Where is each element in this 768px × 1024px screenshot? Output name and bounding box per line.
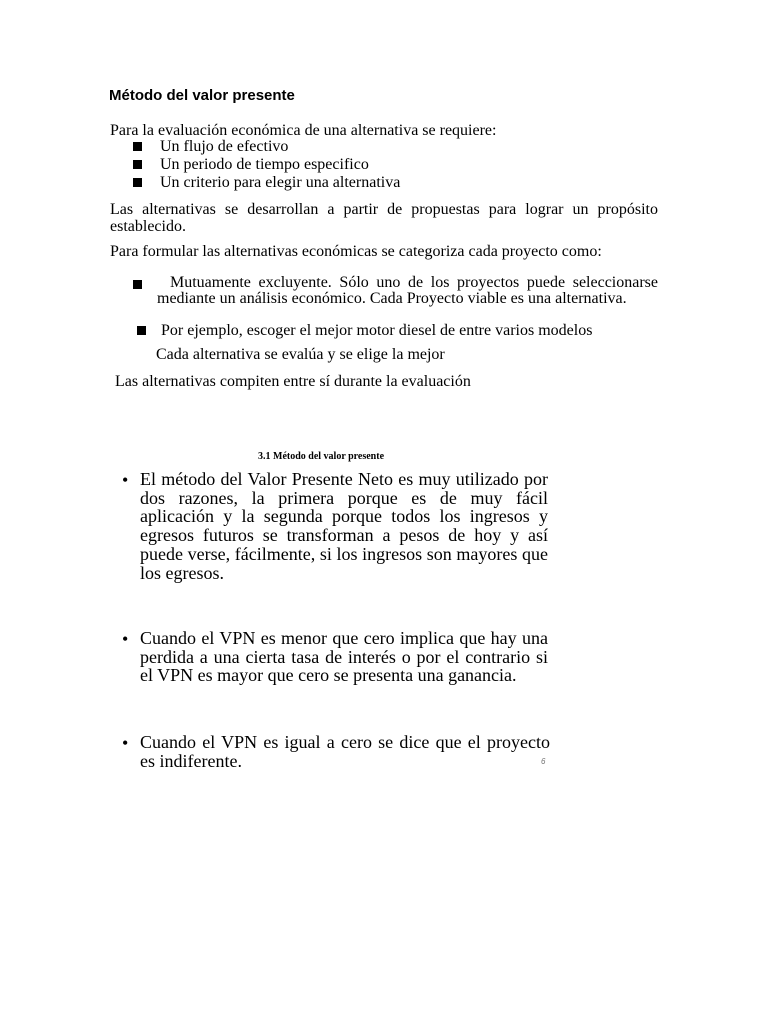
- bullet-square-icon: [133, 280, 142, 289]
- bullet-dot-icon: •: [122, 470, 129, 490]
- list-item: Por ejemplo, escoger el mejor motor diesel de entre varios modelos: [161, 322, 593, 339]
- list-item: Un periodo de tiempo especifico: [160, 156, 369, 173]
- bullet-square-icon: [133, 160, 142, 169]
- slide-bullet-text: Cuando el VPN es menor que cero implica que hay una perdida a una cierta tasa de interés o por el contrario si el VPN es mayor que cero se presenta una ganancia.: [140, 628, 548, 686]
- list-item: Un criterio para elegir una alternativa: [160, 174, 401, 191]
- formulate-paragraph: Para formular las alternativas económicas se categoriza cada proyecto como:: [110, 243, 602, 260]
- bullet-square-icon: [133, 178, 142, 187]
- slide-bullet-text: Cuando el VPN es igual a cero se dice que el proyecto es indiferente.: [140, 732, 550, 771]
- page-title: Método del valor presente: [109, 87, 295, 104]
- intro-paragraph: Para la evaluación económica de una alternativa se requiere:: [110, 122, 497, 139]
- bullet-square-icon: [137, 326, 146, 335]
- page-number: 6: [541, 757, 546, 766]
- list-item: Un flujo de efectivo: [160, 138, 289, 155]
- note-evaluate: Cada alternativa se evalúa y se elige la mejor: [156, 346, 445, 363]
- slide-title: 3.1 Método del valor presente: [258, 451, 385, 462]
- note-compete: Las alternativas compiten entre sí durante la evaluación: [115, 373, 471, 390]
- list-item: Mutuamente excluyente. Sólo uno de los proyectos puede seleccionarse mediante un análisis económico. Cada Proyecto viable es una alternativa.: [157, 274, 658, 307]
- alternatives-paragraph: Las alternativas se desarrollan a partir de propuestas para lograr un propósito establecido.: [110, 201, 658, 235]
- bullet-square-icon: [133, 142, 142, 151]
- bullet-dot-icon: •: [122, 733, 129, 753]
- slide-bullet-text: El método del Valor Presente Neto es muy utilizado por dos razones, la primera porque es de muy fácil aplicación y la segunda porque todos los ingresos y egresos futuros se transforman a pesos de hoy y así puede verse, fácilmente, si los ingresos son mayores que los egresos.: [140, 469, 548, 583]
- bullet-dot-icon: •: [122, 629, 129, 649]
